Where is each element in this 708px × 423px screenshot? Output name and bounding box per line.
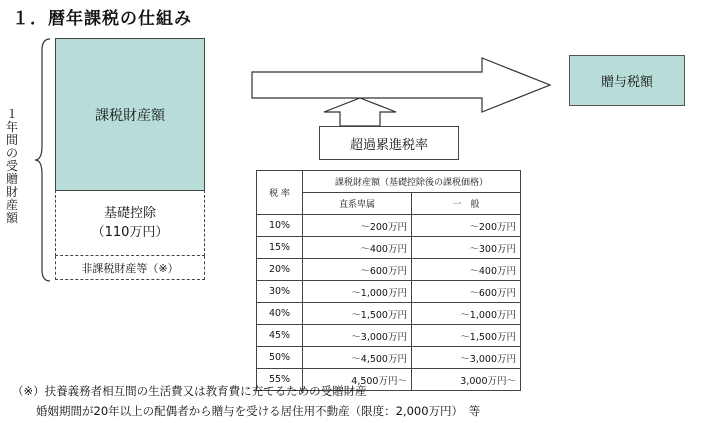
taxable-property-label: 課税財産額: [95, 107, 165, 124]
progressive-tax-rate-label: 超過累進税率: [349, 137, 428, 153]
footnote-text-1: 扶養義務者相互間の生活費又は教育費に充てるための受贈財産: [44, 384, 367, 398]
header-general: 一 般: [411, 193, 520, 215]
taxable-property-box: [55, 38, 205, 191]
table-row: 45% ～3,000万円 ～1,500万円: [257, 325, 521, 347]
table-row: 30% ～1,000万円 ～600万円: [257, 281, 521, 303]
right-arrow: [252, 58, 550, 112]
gift-tax-box: [569, 55, 685, 106]
basic-deduction-label: 基礎控除: [103, 205, 156, 221]
annual-gift-amount-label: １ 年 間 の 受 贈 財 産 額: [5, 107, 18, 225]
header-direct-descendant: 直系卑属: [303, 193, 412, 215]
table-header-row: [257, 171, 521, 193]
page-title: １．暦年課税の仕組み: [12, 9, 192, 29]
header-rate: 税 率: [257, 171, 303, 215]
non-taxable-property-box: [55, 256, 205, 280]
header-taxable-amount: 課税財産額（基礎控除後の課税価格）: [303, 171, 521, 193]
table-row: 55% 4,500万円～ 3,000万円～: [257, 369, 521, 391]
footnote-mark: （※）: [12, 384, 45, 398]
footnote-line-2: 婚姻期間が20年以上の配偶者から贈与を受ける居住用不動産（限度：2,000万円） 等: [36, 404, 481, 418]
table-row: 50% ～4,500万円 ～3,000万円: [257, 347, 521, 369]
non-taxable-property-label: 非課税財産等（※）: [81, 261, 179, 275]
table-row: 15% ～400万円 ～300万円: [257, 237, 521, 259]
footnotes: [12, 381, 480, 421]
table-row: 10% ～200万円 ～200万円: [257, 215, 521, 237]
gift-tax-label: 贈与税額: [600, 75, 653, 90]
progressive-tax-rate-box: [319, 126, 459, 160]
footnote-line-1: [12, 381, 480, 401]
flow-arrows: [250, 52, 560, 130]
basic-deduction-amount: （110万円）: [91, 224, 169, 240]
basic-deduction-box: [55, 190, 205, 256]
table-row: 40% ～1,500万円 ～1,000万円: [257, 303, 521, 325]
tax-rate-table: [256, 170, 521, 391]
up-arrow: [324, 98, 396, 126]
table-row: 20% ～600万円 ～400万円: [257, 259, 521, 281]
curly-brace: [34, 38, 52, 282]
